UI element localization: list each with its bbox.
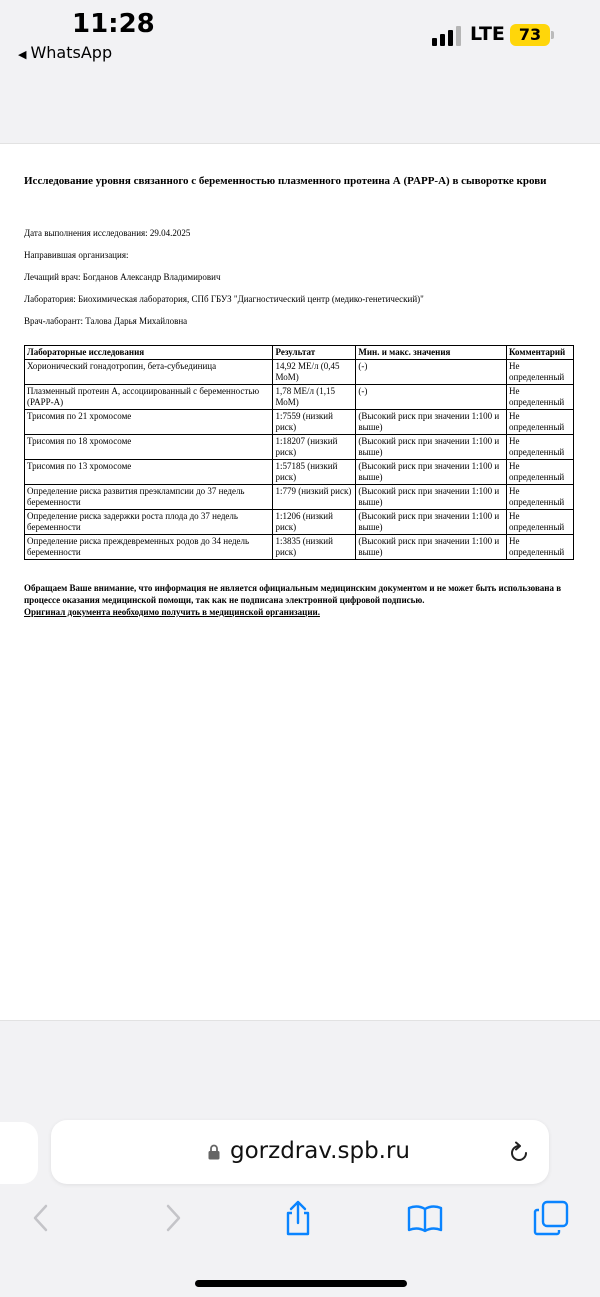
field-laboratory: Лаборатория: Биохимическая лаборатория, СПб ГБУЗ "Диагностический центр (медико-генетический)" (24, 294, 424, 304)
cell-result: 1:57185 (низкий риск) (273, 460, 356, 485)
cell-comment: Не определенный (506, 385, 573, 410)
forward-icon[interactable] (152, 1198, 192, 1238)
cell-comment: Не определенный (506, 460, 573, 485)
table-row (25, 510, 574, 535)
table-row (25, 385, 574, 410)
back-to-app-link[interactable] (18, 43, 112, 62)
cell-range: (-) (356, 385, 507, 410)
cell-result: 1:18207 (низкий риск) (273, 435, 356, 460)
cell-test: Плазменный протеин А, ассоциированный с беременностью (PAPP-A) (25, 385, 273, 410)
tabs-icon[interactable] (531, 1198, 571, 1238)
cell-comment: Не определенный (506, 485, 573, 510)
signal-icon (432, 24, 462, 46)
cell-test: Трисомия по 18 хромосоме (25, 435, 273, 460)
cell-result: 1:3835 (низкий риск) (273, 535, 356, 560)
address-bar[interactable] (51, 1120, 549, 1184)
cell-range: (Высокий риск при значении 1:100 и выше) (356, 485, 507, 510)
cell-comment: Не определенный (506, 410, 573, 435)
table-row (25, 535, 574, 560)
network-label: LTE (470, 23, 505, 45)
field-organization: Направившая организация: (24, 250, 129, 260)
cell-comment: Не определенный (506, 435, 573, 460)
results-table (24, 345, 574, 560)
table-row (25, 460, 574, 485)
url-text[interactable]: gorzdrav.spb.ru (230, 1138, 411, 1164)
back-triangle-icon: ◀ (18, 48, 27, 61)
cell-test: Определение риска задержки роста плода до 37 недель беременности (25, 510, 273, 535)
field-date: Дата выполнения исследования: 29.04.2025 (24, 228, 191, 238)
cell-range: (-) (356, 360, 507, 385)
home-indicator[interactable] (195, 1280, 407, 1287)
cell-comment: Не определенный (506, 535, 573, 560)
cell-test: Определение риска развития преэклампсии до 37 недель беременности (25, 485, 273, 510)
cell-range: (Высокий риск при значении 1:100 и выше) (356, 510, 507, 535)
cell-test: Трисомия по 21 хромосоме (25, 410, 273, 435)
document-content (24, 174, 576, 618)
document-title: Исследование уровня связанного с беременностью плазменного протеина А (PAPP-A) в сыворотке крови (24, 175, 547, 187)
disclaimer-notice (24, 582, 576, 618)
header-range: Мин. и макс. значения (356, 346, 507, 360)
cell-result: 14,92 МЕ/л (0,45 МоМ) (273, 360, 356, 385)
table-header-row (25, 346, 574, 360)
table-row (25, 435, 574, 460)
cell-range: (Высокий риск при значении 1:100 и выше) (356, 410, 507, 435)
share-icon[interactable] (278, 1198, 318, 1238)
cell-comment: Не определенный (506, 510, 573, 535)
cell-test: Определение риска преждевременных родов до 34 недель беременности (25, 535, 273, 560)
disclaimer-text: Обращаем Ваше внимание, что информация не является официальным медицинским документом и не может быть использована в процессе оказания медицинской помощи, так как не подписана электронной цифровой подписью. (24, 583, 562, 605)
cell-result: 1:7559 (низкий риск) (273, 410, 356, 435)
disclaimer-original-note: Оригинал документа необходимо получить в медицинской организации. (24, 607, 320, 617)
field-lab-technician: Врач-лаборант: Талова Дарья Михайловна (24, 316, 188, 326)
battery-icon (510, 24, 550, 46)
bookmarks-icon[interactable] (405, 1198, 445, 1238)
reload-icon[interactable] (506, 1140, 532, 1166)
header-comment: Комментарий (506, 346, 573, 360)
cell-range: (Высокий риск при значении 1:100 и выше) (356, 535, 507, 560)
cell-result: 1,78 МЕ/л (1,15 МоМ) (273, 385, 356, 410)
header-result: Результат (273, 346, 356, 360)
table-row (25, 360, 574, 385)
battery-level: 73 (518, 25, 542, 44)
cell-range: (Высокий риск при значении 1:100 и выше) (356, 435, 507, 460)
table-row (25, 410, 574, 435)
table-row (25, 485, 574, 510)
cell-range: (Высокий риск при значении 1:100 и выше) (356, 460, 507, 485)
header-test: Лабораторные исследования (25, 346, 273, 360)
battery-tip (551, 31, 554, 39)
cell-test: Хорионический гонадотропин, бета-субъединица (25, 360, 273, 385)
status-time: 11:28 (72, 9, 155, 39)
cell-comment: Не определенный (506, 360, 573, 385)
cell-test: Трисомия по 13 хромосоме (25, 460, 273, 485)
cell-result: 1:1206 (низкий риск) (273, 510, 356, 535)
document-page (0, 143, 600, 1021)
back-icon[interactable] (22, 1198, 62, 1238)
previous-tab-peek[interactable] (0, 1122, 38, 1184)
lock-icon (208, 1144, 220, 1160)
browser-bottom-bar (0, 1110, 600, 1297)
field-doctor: Лечащий врач: Богданов Александр Владимирович (24, 272, 221, 282)
status-bar (0, 0, 600, 68)
back-app-label: WhatsApp (30, 43, 113, 62)
cell-result: 1:779 (низкий риск) (273, 485, 356, 510)
